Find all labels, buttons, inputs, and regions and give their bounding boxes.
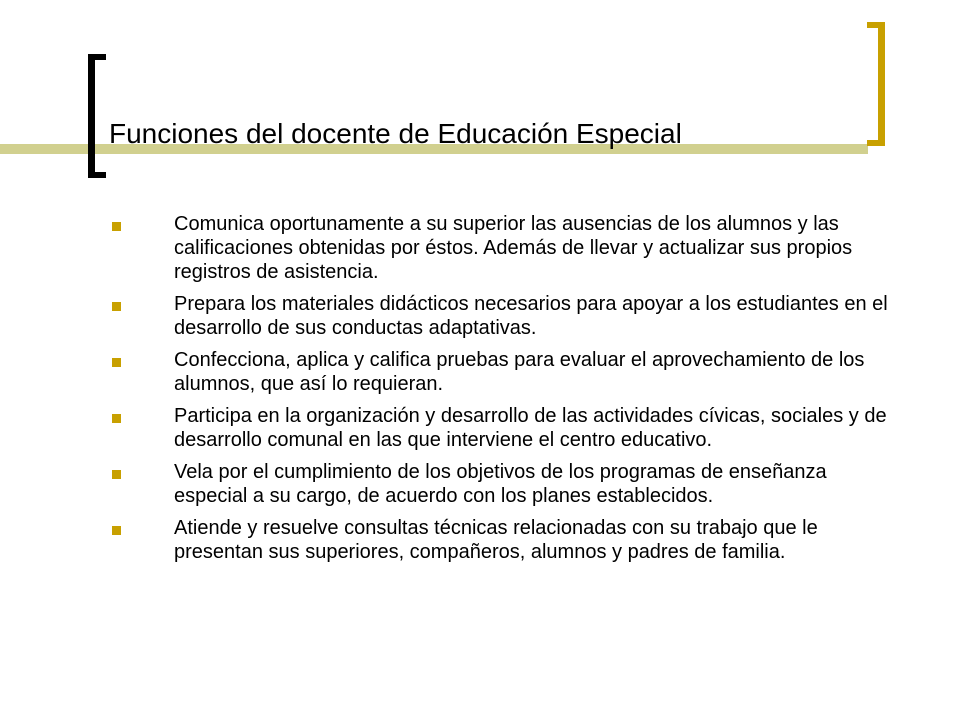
square-bullet-icon [112, 222, 121, 231]
bullet-list [110, 212, 900, 572]
square-bullet-icon [112, 414, 121, 423]
left-bracket-decoration [88, 54, 106, 178]
square-bullet-icon [112, 526, 121, 535]
bullet-text: Prepara los materiales didácticos necesarios para apoyar a los estudiantes en el desarrollo de sus conductas adaptativas. [174, 293, 888, 339]
slide-title: Funciones del docente de Educación Especial [109, 118, 682, 149]
bullet-text: Comunica oportunamente a su superior las ausencias de los alumnos y las calificaciones obtenidas por éstos. Además de llevar y actualizar sus propios registros de asistencia. [174, 213, 853, 283]
square-bullet-icon [112, 470, 121, 479]
bullet-item [110, 460, 900, 508]
square-bullet-icon [112, 358, 121, 367]
bullet-item [110, 292, 900, 340]
right-bracket-decoration [867, 22, 885, 146]
bullet-text: Confecciona, aplica y califica pruebas para evaluar el aprovechamiento de los alumnos, que así lo requieran. [174, 349, 865, 395]
bullet-item [110, 212, 900, 284]
bullet-item [110, 516, 900, 564]
bullet-text: Participa en la organización y desarrollo de las actividades cívicas, sociales y de desarrollo comunal en las que interviene el centro educativo. [174, 405, 887, 451]
bullet-text: Vela por el cumplimiento de los objetivos de los programas de enseñanza especial a su cargo, de acuerdo con los planes establecidos. [174, 461, 827, 507]
square-bullet-icon [112, 302, 121, 311]
bullet-item [110, 404, 900, 452]
bullet-text: Atiende y resuelve consultas técnicas relacionadas con su trabajo que le presentan sus superiores, compañeros, alumnos y padres de familia. [174, 517, 818, 563]
bullet-item [110, 348, 900, 396]
